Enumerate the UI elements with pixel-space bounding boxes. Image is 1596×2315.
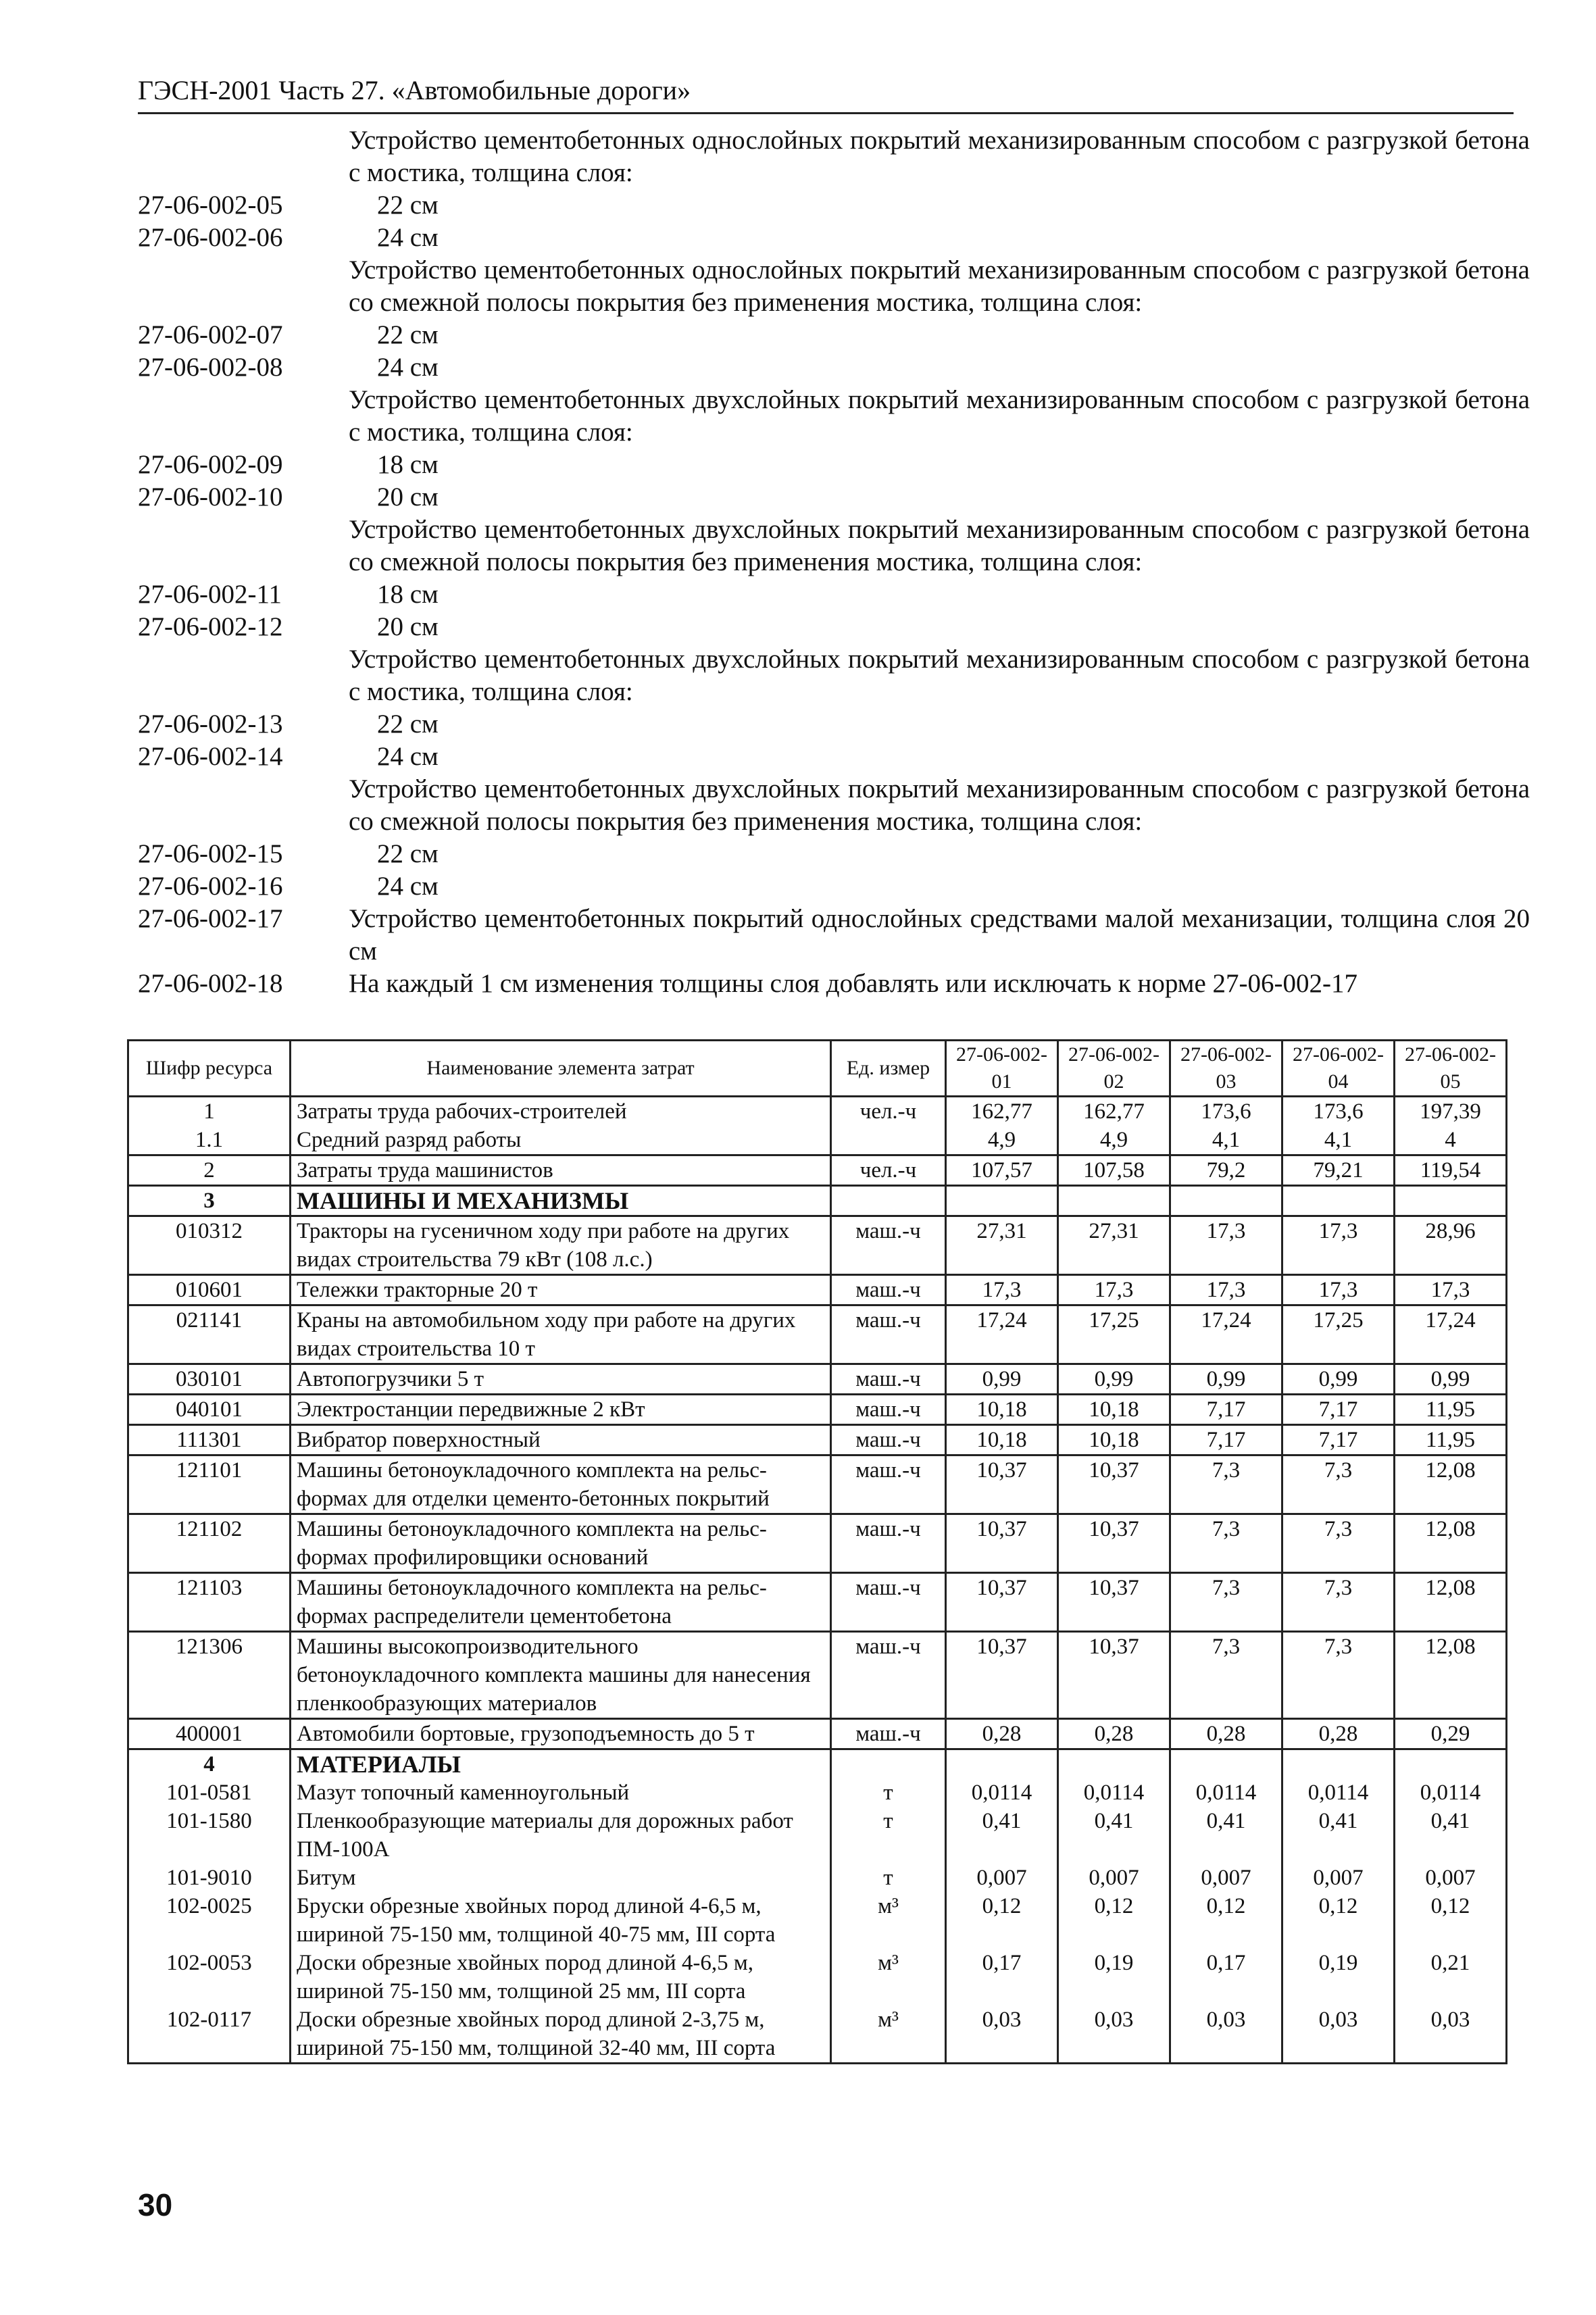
- row-code: 121103: [128, 1573, 291, 1632]
- row-value: [1395, 1749, 1507, 1779]
- row-value: 0,007: [1170, 1864, 1282, 1892]
- entry-text: Устройство цементобетонных двухслойных покрытий механизированным способом с разгрузкой бетона со смежной полосы покрытия без применения мостика, толщина слоя:: [349, 774, 1530, 836]
- row-code: 111301: [128, 1425, 291, 1455]
- table-row: [128, 1155, 1507, 1186]
- row-value: 17,25: [1282, 1305, 1395, 1364]
- row-value: 7,3: [1282, 1514, 1395, 1573]
- row-name: МАШИНЫ И МЕХАНИЗМЫ: [291, 1186, 831, 1216]
- table-row: [128, 1097, 1507, 1126]
- row-value: [1170, 1186, 1282, 1216]
- table-row: [128, 1514, 1507, 1573]
- row-value: 7,3: [1282, 1573, 1395, 1632]
- row-value: 0,17: [1170, 1949, 1282, 2006]
- row-unit: маш.-ч: [831, 1514, 946, 1573]
- row-value: 10,37: [946, 1573, 1058, 1632]
- entry-code: 27-06-002-05: [138, 191, 283, 220]
- row-value: 7,17: [1170, 1395, 1282, 1425]
- row-value: [1058, 1749, 1170, 1779]
- entry-code: 27-06-002-15: [138, 839, 283, 868]
- row-value: 0,03: [1282, 2006, 1395, 2064]
- entry-group-header: [138, 643, 1530, 708]
- row-value: 0,12: [1395, 1892, 1507, 1949]
- row-value: 0,007: [1058, 1864, 1170, 1892]
- row-value: 17,25: [1058, 1305, 1170, 1364]
- row-value: 10,37: [946, 1455, 1058, 1514]
- entry-text: 24 см: [377, 872, 439, 901]
- entry-text: 22 см: [377, 710, 439, 739]
- entry-text: Устройство цементобетонных двухслойных покрытий механизированным способом с разгрузкой бетона со смежной полосы покрытия без применения мостика, толщина слоя:: [349, 515, 1530, 576]
- norm-entries: [138, 124, 1530, 1000]
- row-name: Доски обрезные хвойных пород длиной 2-3,75 м, шириной 75-150 мм, толщиной 32-40 мм, III сорта: [291, 2006, 831, 2064]
- row-value: [1170, 1749, 1282, 1779]
- row-value: 0,03: [1058, 2006, 1170, 2064]
- row-value: 79,21: [1282, 1155, 1395, 1186]
- row-name: Затраты труда рабочих-строителей: [291, 1097, 831, 1126]
- row-value: 0,41: [946, 1807, 1058, 1864]
- row-code: 101-9010: [128, 1864, 291, 1892]
- table-row: [128, 1573, 1507, 1632]
- header-name: Наименование элемента затрат: [291, 1041, 831, 1097]
- entry-item: [138, 481, 1530, 514]
- row-code: 4: [128, 1749, 291, 1779]
- entry-text: Устройство цементобетонных двухслойных покрытий механизированным способом с разгрузкой бетона с мостика, толщина слоя:: [349, 645, 1530, 706]
- row-unit: маш.-ч: [831, 1425, 946, 1455]
- entry-text: 24 см: [377, 223, 439, 252]
- entry-text: 22 см: [377, 320, 439, 349]
- row-code: 1.1: [128, 1126, 291, 1155]
- row-value: 17,24: [1170, 1305, 1282, 1364]
- row-value: 4,9: [946, 1126, 1058, 1155]
- entry-text: 20 см: [377, 482, 439, 512]
- row-value: 10,37: [946, 1632, 1058, 1719]
- row-value: 17,3: [1058, 1275, 1170, 1305]
- row-value: 17,3: [946, 1275, 1058, 1305]
- row-value: 10,37: [1058, 1632, 1170, 1719]
- row-value: 28,96: [1395, 1216, 1507, 1275]
- row-code: 102-0025: [128, 1892, 291, 1949]
- entry-code: [138, 254, 349, 319]
- row-name: МАТЕРИАЛЫ: [291, 1749, 831, 1779]
- row-code: 3: [128, 1186, 291, 1216]
- header-col: 27-06-002-04: [1282, 1041, 1395, 1097]
- entry-group-header: [138, 124, 1530, 189]
- row-name: Тракторы на гусеничном ходу при работе на других видах строительства 79 кВт (108 л.с.): [291, 1216, 831, 1275]
- row-unit: м³: [831, 2006, 946, 2064]
- row-code: 021141: [128, 1305, 291, 1364]
- entry-code: 27-06-002-07: [138, 320, 283, 349]
- row-name: Машины бетоноукладочного комплекта на рельс-формах распределители цементобетона: [291, 1573, 831, 1632]
- table-row: [128, 2006, 1507, 2064]
- entry-item: [138, 222, 1530, 254]
- row-unit: маш.-ч: [831, 1216, 946, 1275]
- row-value: 0,28: [1282, 1719, 1395, 1749]
- row-value: 17,3: [1395, 1275, 1507, 1305]
- table-row: [128, 1632, 1507, 1719]
- row-value: 0,0114: [1395, 1778, 1507, 1807]
- header-col: 27-06-002-05: [1395, 1041, 1507, 1097]
- row-name: Тележки тракторные 20 т: [291, 1275, 831, 1305]
- row-value: 7,3: [1170, 1632, 1282, 1719]
- row-unit: [831, 1186, 946, 1216]
- row-unit: маш.-ч: [831, 1364, 946, 1395]
- entry-code: 27-06-002-08: [138, 353, 283, 382]
- table-body: [128, 1097, 1507, 2064]
- table-row: [128, 1186, 1507, 1216]
- row-value: 0,12: [1170, 1892, 1282, 1949]
- row-name: Электростанции передвижные 2 кВт: [291, 1395, 831, 1425]
- row-code: 400001: [128, 1719, 291, 1749]
- entry-item: [138, 319, 1530, 351]
- entry-code: 27-06-002-10: [138, 482, 283, 512]
- table-row: [128, 1807, 1507, 1864]
- entry-text: 20 см: [377, 612, 439, 641]
- row-value: 0,28: [1170, 1719, 1282, 1749]
- row-name: Мазут топочный каменноугольный: [291, 1778, 831, 1807]
- row-value: 0,99: [1282, 1364, 1395, 1395]
- row-name: Машины бетоноукладочного комплекта на рельс-формах профилировщики оснований: [291, 1514, 831, 1573]
- row-value: [1282, 1749, 1395, 1779]
- entry-code: 27-06-002-18: [138, 969, 283, 998]
- entry-text: 24 см: [377, 353, 439, 382]
- entry-code: [138, 124, 349, 189]
- row-code: 121101: [128, 1455, 291, 1514]
- row-unit: т: [831, 1864, 946, 1892]
- row-value: 12,08: [1395, 1573, 1507, 1632]
- row-value: 0,19: [1058, 1949, 1170, 2006]
- row-value: 107,58: [1058, 1155, 1170, 1186]
- row-value: 0,41: [1282, 1807, 1395, 1864]
- row-value: 12,08: [1395, 1632, 1507, 1719]
- row-value: [946, 1749, 1058, 1779]
- row-value: 162,77: [946, 1097, 1058, 1126]
- entry-group-header: [138, 254, 1530, 319]
- row-value: 162,77: [1058, 1097, 1170, 1126]
- row-value: 0,21: [1395, 1949, 1507, 2006]
- row-value: 0,99: [1395, 1364, 1507, 1395]
- row-value: 27,31: [946, 1216, 1058, 1275]
- page-header: ГЭСН-2001 Часть 27. «Автомобильные дороги»: [138, 72, 1514, 114]
- entry-text: 24 см: [377, 742, 439, 771]
- row-code: 010312: [128, 1216, 291, 1275]
- row-name: Бруски обрезные хвойных пород длиной 4-6,5 м, шириной 75-150 мм, толщиной 40-75 мм, III сорта: [291, 1892, 831, 1949]
- row-value: 10,18: [1058, 1395, 1170, 1425]
- row-value: 11,95: [1395, 1425, 1507, 1455]
- row-value: 10,37: [946, 1514, 1058, 1573]
- entry-item: [138, 968, 1530, 1000]
- row-name: Машины бетоноукладочного комплекта на рельс-формах для отделки цементо-бетонных покрытий: [291, 1455, 831, 1514]
- row-unit: чел.-ч: [831, 1155, 946, 1186]
- entry-code: 27-06-002-11: [138, 580, 282, 609]
- row-code: 102-0117: [128, 2006, 291, 2064]
- row-value: 7,3: [1170, 1573, 1282, 1632]
- table-row: [128, 1395, 1507, 1425]
- row-value: 4,1: [1282, 1126, 1395, 1155]
- entry-item: [138, 870, 1530, 903]
- row-value: 10,18: [946, 1425, 1058, 1455]
- row-unit: чел.-ч: [831, 1097, 946, 1126]
- entry-item: [138, 578, 1530, 611]
- row-value: 7,3: [1282, 1632, 1395, 1719]
- row-value: 4,1: [1170, 1126, 1282, 1155]
- row-code: 010601: [128, 1275, 291, 1305]
- row-value: 7,17: [1282, 1425, 1395, 1455]
- row-unit: м³: [831, 1892, 946, 1949]
- table-row: [128, 1892, 1507, 1949]
- row-value: 4,9: [1058, 1126, 1170, 1155]
- row-unit: маш.-ч: [831, 1395, 946, 1425]
- row-unit: маш.-ч: [831, 1305, 946, 1364]
- row-value: 10,18: [1058, 1425, 1170, 1455]
- row-unit: т: [831, 1807, 946, 1864]
- row-value: 0,99: [946, 1364, 1058, 1395]
- row-value: 0,41: [1170, 1807, 1282, 1864]
- row-value: 17,3: [1170, 1216, 1282, 1275]
- row-value: 17,3: [1282, 1275, 1395, 1305]
- row-value: 7,3: [1282, 1455, 1395, 1514]
- table-row: [128, 1305, 1507, 1364]
- header-col: 27-06-002-03: [1170, 1041, 1282, 1097]
- row-value: 10,37: [1058, 1573, 1170, 1632]
- entry-item: [138, 708, 1530, 741]
- row-code: 101-1580: [128, 1807, 291, 1864]
- header-code: Шифр ресурса: [128, 1041, 291, 1097]
- row-code: 121102: [128, 1514, 291, 1573]
- row-value: 7,17: [1282, 1395, 1395, 1425]
- row-value: 10,37: [1058, 1455, 1170, 1514]
- row-value: 10,18: [946, 1395, 1058, 1425]
- row-value: 17,3: [1282, 1216, 1395, 1275]
- entry-code: 27-06-002-17: [138, 904, 283, 933]
- row-code: 102-0053: [128, 1949, 291, 2006]
- entry-text: 18 см: [377, 450, 439, 479]
- row-value: [1395, 1186, 1507, 1216]
- entry-text: Устройство цементобетонных однослойных покрытий механизированным способом с разгрузкой бетона со смежной полосы покрытия без применения мостика, толщина слоя:: [349, 255, 1530, 317]
- row-unit: маш.-ч: [831, 1275, 946, 1305]
- table-row: [128, 1275, 1507, 1305]
- row-name: Машины высокопроизводительного бетоноукладочного комплекта машины для нанесения пленкообразующих материалов: [291, 1632, 831, 1719]
- row-value: 7,3: [1170, 1455, 1282, 1514]
- row-name: Средний разряд работы: [291, 1126, 831, 1155]
- entry-text: Устройство цементобетонных двухслойных покрытий механизированным способом с разгрузкой бетона с мостика, толщина слоя:: [349, 385, 1530, 447]
- entry-item: [138, 189, 1530, 222]
- row-unit: маш.-ч: [831, 1719, 946, 1749]
- entry-item: [138, 351, 1530, 384]
- entry-text: На каждый 1 см изменения толщины слоя добавлять или исключать к норме 27-06-002-17: [349, 969, 1357, 998]
- row-value: 0,17: [946, 1949, 1058, 2006]
- resource-table: [127, 1039, 1507, 2064]
- row-name: Затраты труда машинистов: [291, 1155, 831, 1186]
- row-name: Доски обрезные хвойных пород длиной 4-6,5 м, шириной 75-150 мм, толщиной 25 мм, III сорта: [291, 1949, 831, 2006]
- row-value: [1282, 1186, 1395, 1216]
- row-value: 79,2: [1170, 1155, 1282, 1186]
- entry-item: [138, 611, 1530, 643]
- table-row: [128, 1949, 1507, 2006]
- entry-item: [138, 903, 1530, 968]
- entry-text: 22 см: [377, 191, 439, 220]
- row-value: 173,6: [1282, 1097, 1395, 1126]
- row-unit: [831, 1126, 946, 1155]
- row-unit: маш.-ч: [831, 1455, 946, 1514]
- row-name: Краны на автомобильном ходу при работе на других видах строительства 10 т: [291, 1305, 831, 1364]
- row-unit: т: [831, 1778, 946, 1807]
- row-value: 27,31: [1058, 1216, 1170, 1275]
- row-value: 0,007: [1282, 1864, 1395, 1892]
- header-col: 27-06-002-01: [946, 1041, 1058, 1097]
- row-name: Вибратор поверхностный: [291, 1425, 831, 1455]
- row-value: 0,41: [1058, 1807, 1170, 1864]
- table-row: [128, 1364, 1507, 1395]
- row-value: 0,12: [1058, 1892, 1170, 1949]
- entry-item: [138, 741, 1530, 773]
- entry-code: [138, 384, 349, 449]
- row-value: 0,03: [1170, 2006, 1282, 2064]
- row-code: 1: [128, 1097, 291, 1126]
- table-row: [128, 1719, 1507, 1749]
- row-value: 0,12: [1282, 1892, 1395, 1949]
- entry-group-header: [138, 384, 1530, 449]
- entry-code: [138, 643, 349, 708]
- row-value: 10,37: [1058, 1514, 1170, 1573]
- row-unit: [831, 1749, 946, 1779]
- table-row: [128, 1864, 1507, 1892]
- row-value: 0,19: [1282, 1949, 1395, 2006]
- entry-item: [138, 838, 1530, 870]
- table-row: [128, 1126, 1507, 1155]
- entry-code: 27-06-002-06: [138, 223, 283, 252]
- row-value: 12,08: [1395, 1514, 1507, 1573]
- entry-text: Устройство цементобетонных покрытий однослойных средствами малой механизации, толщина слоя 20 см: [349, 904, 1530, 966]
- row-name: Автопогрузчики 5 т: [291, 1364, 831, 1395]
- row-value: 4: [1395, 1126, 1507, 1155]
- row-code: 101-0581: [128, 1778, 291, 1807]
- row-name: Битум: [291, 1864, 831, 1892]
- entry-code: [138, 773, 349, 838]
- row-value: 0,12: [946, 1892, 1058, 1949]
- table-header-row: [128, 1041, 1507, 1097]
- entry-group-header: [138, 514, 1530, 578]
- row-value: 17,24: [946, 1305, 1058, 1364]
- row-value: 11,95: [1395, 1395, 1507, 1425]
- entry-code: 27-06-002-12: [138, 612, 283, 641]
- row-unit: маш.-ч: [831, 1573, 946, 1632]
- row-code: 040101: [128, 1395, 291, 1425]
- entry-item: [138, 449, 1530, 481]
- row-value: 7,17: [1170, 1425, 1282, 1455]
- row-value: 0,03: [1395, 2006, 1507, 2064]
- row-value: 119,54: [1395, 1155, 1507, 1186]
- entry-text: 18 см: [377, 580, 439, 609]
- entry-code: [138, 514, 349, 578]
- entry-code: 27-06-002-16: [138, 872, 283, 901]
- header-unit: Ед. измер: [831, 1041, 946, 1097]
- entry-group-header: [138, 773, 1530, 838]
- table-row: [128, 1425, 1507, 1455]
- row-value: 0,0114: [1170, 1778, 1282, 1807]
- row-value: 0,29: [1395, 1719, 1507, 1749]
- page-number: 30: [138, 2187, 173, 2222]
- row-code: 030101: [128, 1364, 291, 1395]
- row-code: 2: [128, 1155, 291, 1186]
- row-value: [946, 1186, 1058, 1216]
- row-name: Пленкообразующие материалы для дорожных работ ПМ-100А: [291, 1807, 831, 1864]
- row-unit: маш.-ч: [831, 1632, 946, 1719]
- row-code: 121306: [128, 1632, 291, 1719]
- row-value: 17,24: [1395, 1305, 1507, 1364]
- row-value: 0,99: [1058, 1364, 1170, 1395]
- row-name: Автомобили бортовые, грузоподъемность до 5 т: [291, 1719, 831, 1749]
- entry-code: 27-06-002-14: [138, 742, 283, 771]
- table-row: [128, 1455, 1507, 1514]
- row-value: 7,3: [1170, 1514, 1282, 1573]
- row-value: 107,57: [946, 1155, 1058, 1186]
- entry-text: 22 см: [377, 839, 439, 868]
- row-value: 0,0114: [946, 1778, 1058, 1807]
- entry-code: 27-06-002-09: [138, 450, 283, 479]
- header-col: 27-06-002-02: [1058, 1041, 1170, 1097]
- row-value: 0,0114: [1282, 1778, 1395, 1807]
- table-row: [128, 1216, 1507, 1275]
- row-value: [1058, 1186, 1170, 1216]
- row-value: 173,6: [1170, 1097, 1282, 1126]
- table-row: [128, 1778, 1507, 1807]
- entry-text: Устройство цементобетонных однослойных покрытий механизированным способом с разгрузкой бетона с мостика, толщина слоя:: [349, 126, 1530, 187]
- row-value: 12,08: [1395, 1455, 1507, 1514]
- row-value: 0,007: [946, 1864, 1058, 1892]
- row-value: 0,99: [1170, 1364, 1282, 1395]
- row-value: 0,41: [1395, 1807, 1507, 1864]
- row-value: 197,39: [1395, 1097, 1507, 1126]
- row-value: 0,007: [1395, 1864, 1507, 1892]
- row-unit: м³: [831, 1949, 946, 2006]
- table-row: [128, 1749, 1507, 1779]
- entry-code: 27-06-002-13: [138, 710, 283, 739]
- row-value: 17,3: [1170, 1275, 1282, 1305]
- row-value: 0,28: [1058, 1719, 1170, 1749]
- row-value: 0,0114: [1058, 1778, 1170, 1807]
- row-value: 0,03: [946, 2006, 1058, 2064]
- row-value: 0,28: [946, 1719, 1058, 1749]
